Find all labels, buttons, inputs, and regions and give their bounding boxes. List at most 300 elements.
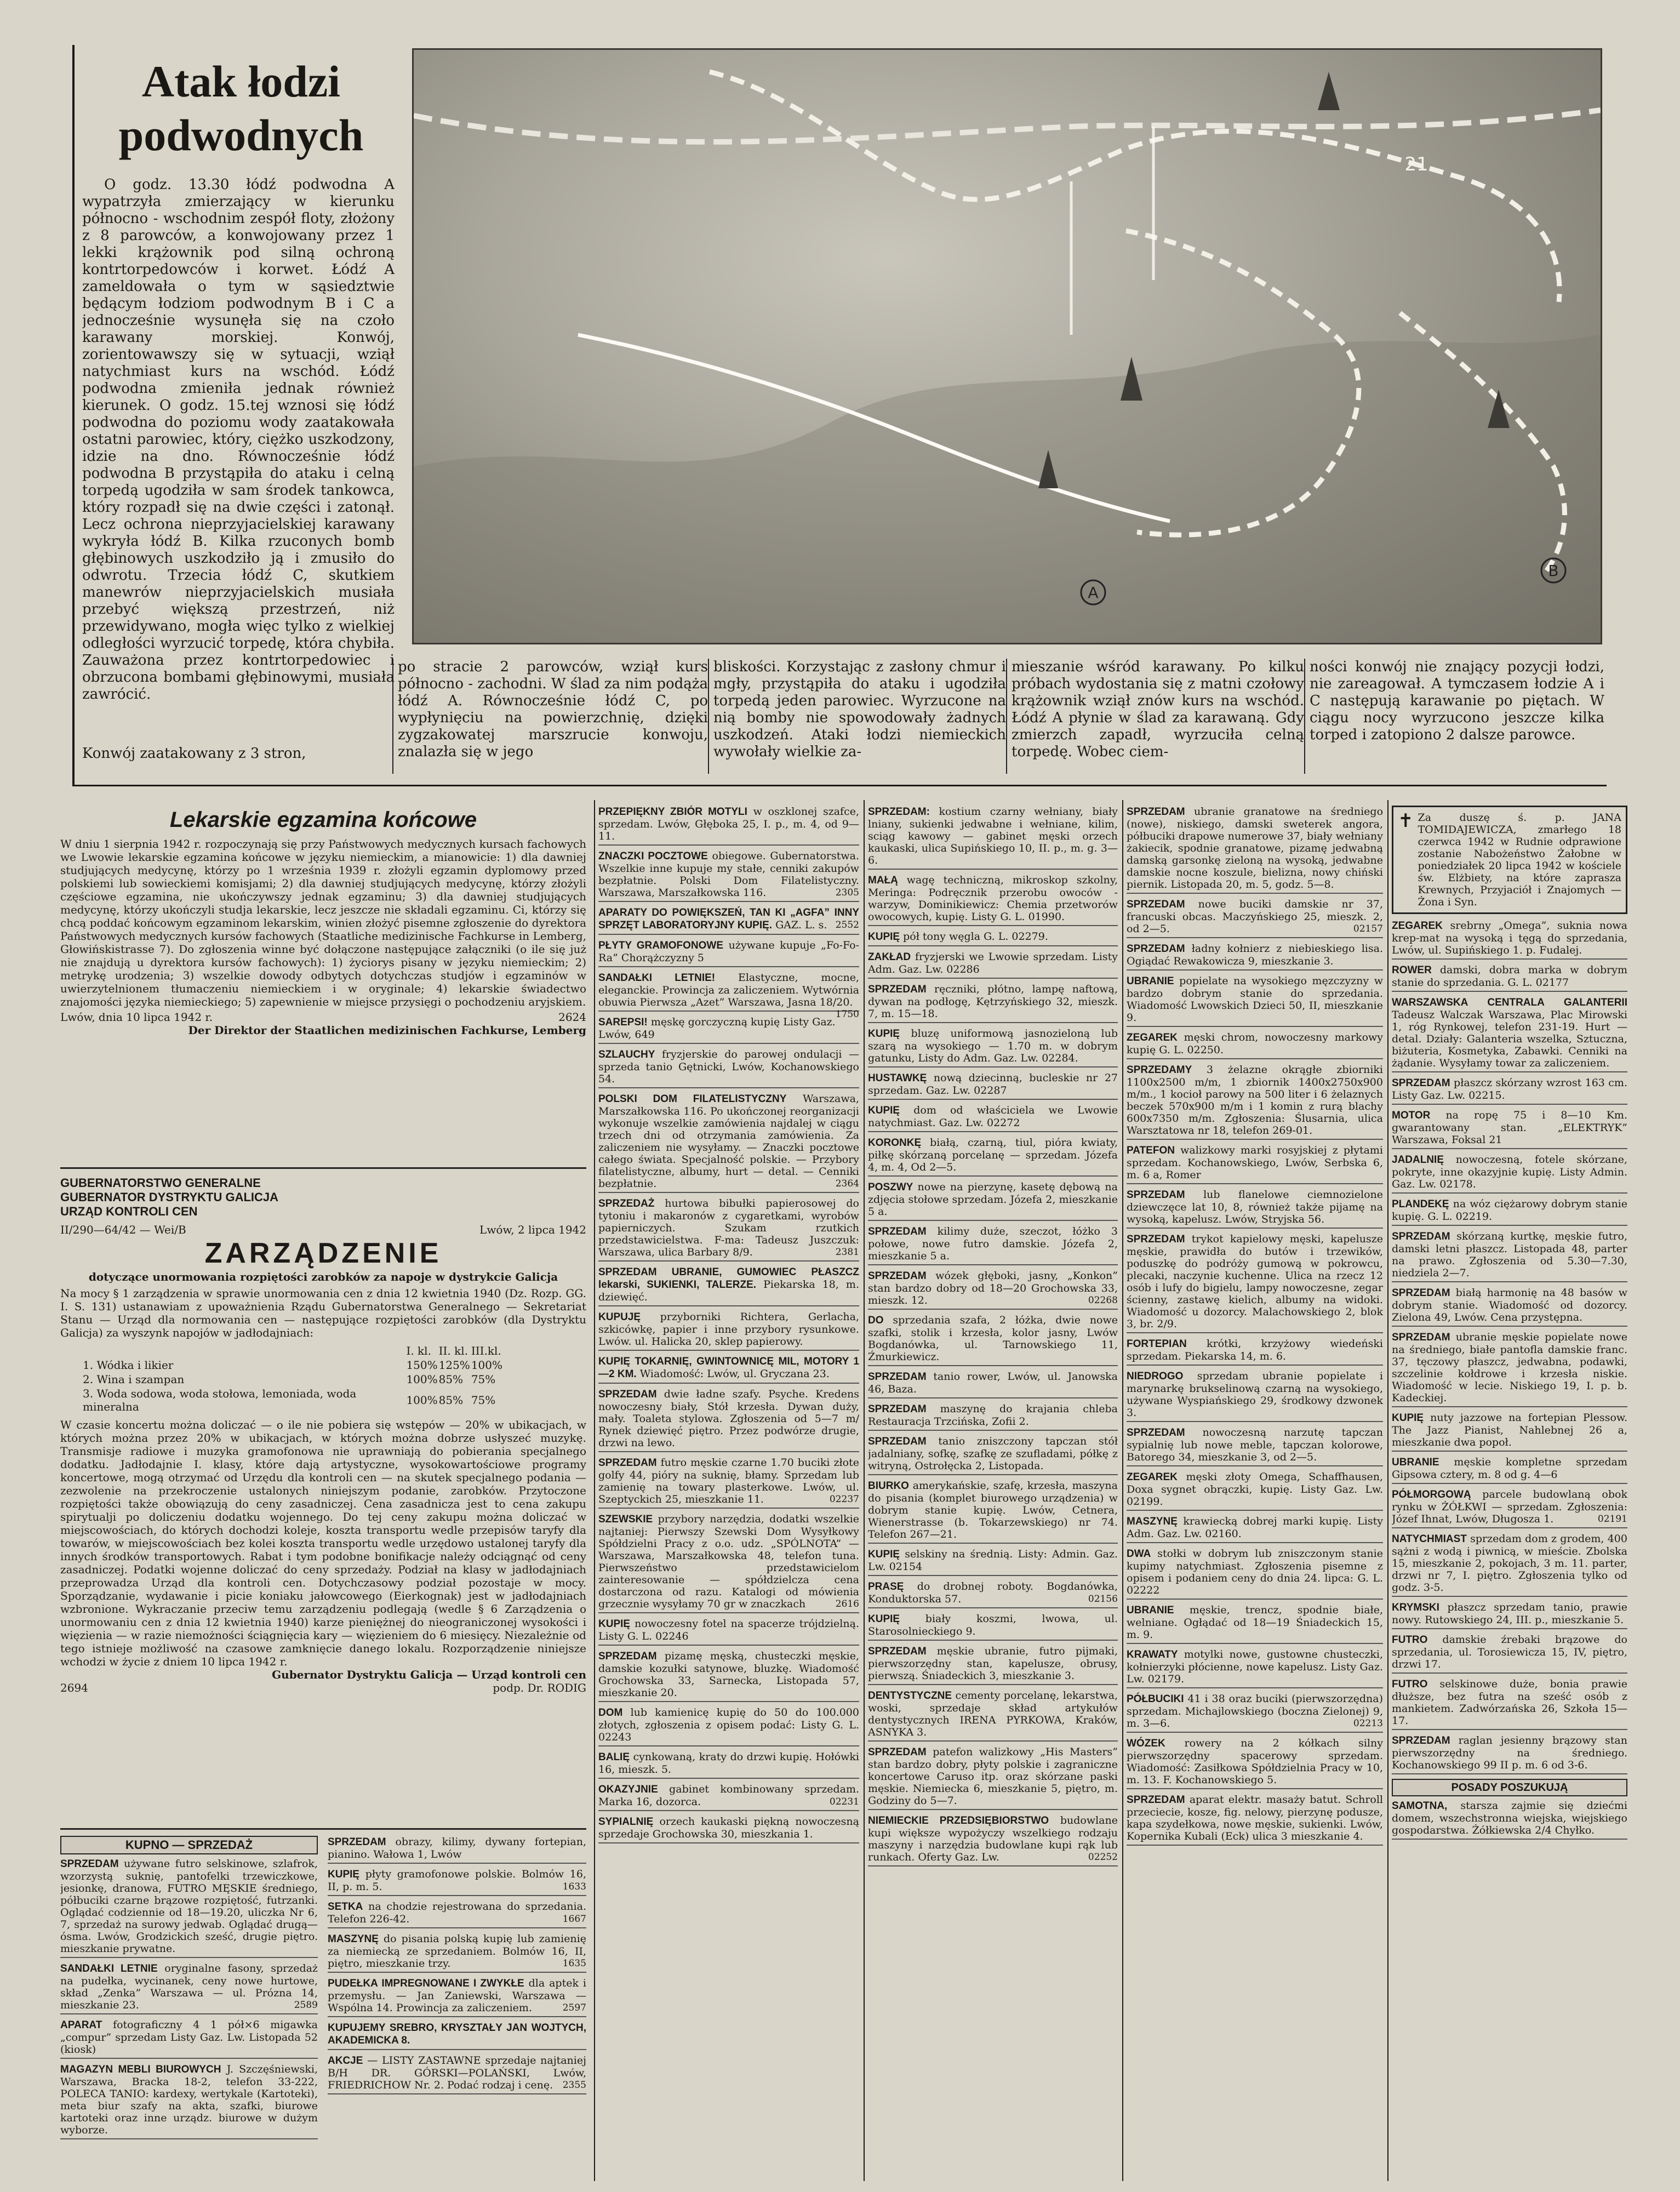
map-label-b: B xyxy=(1548,562,1559,580)
classified-ad-text: męski złoty Omega, Schaffhausen, Doxa sygnet obrączki, kupię. Listy Gaz. Lw. 02199. xyxy=(1127,1471,1383,1508)
map-label-a: A xyxy=(1088,584,1099,602)
zarz-table-head xyxy=(82,1344,503,1358)
classified-ad-num: 02191 xyxy=(1597,1514,1627,1525)
classified-ad-text: sprzedania szafa, 2 łóżka, dwie nowe szafki, stolik i krzesła, kolor jasny, Lwów Bogdanówka, ul. Tarnowskiego 11, Źmurkiewicz. xyxy=(868,1314,1118,1363)
classified-ad xyxy=(868,1072,1118,1100)
classified-ad xyxy=(1127,1794,1383,1846)
classified-ad-text: amerykańskie, szafę, krzesła, maszyna do pisania (komplet biurowego urządzenia) w dobrym stanie kupię. Lwów, Cetnera, Wienerstrasse (b. Tokarzewskiego) nr 74. Telefon 267—21. xyxy=(868,1480,1118,1540)
classified-ad xyxy=(1127,1548,1383,1600)
classified-ad xyxy=(328,1868,586,1896)
classified-ad-text: na wóz ciężarowy dobrym stanie kupię. G. L. 02219. xyxy=(1392,1198,1627,1223)
col-c xyxy=(598,806,859,2181)
classified-ad-head: WÓZEK xyxy=(1127,1738,1165,1749)
col-d-list xyxy=(868,806,1118,1866)
classified-ad xyxy=(868,1548,1118,1576)
classified-ad-text: pół tony węgla G. L. 02279. xyxy=(903,931,1048,943)
classified-ad-text: damskie źrebaki brązowe do sprzedania, ul. Torosiewicza 15, IV, piętro, drzwi 17. xyxy=(1392,1634,1627,1670)
classified-ad-text: damski, dobra marka w dobrym stanie do sprzedania. G. L. 02177 xyxy=(1392,964,1627,989)
zarz-th-1: I. kl. xyxy=(406,1344,431,1357)
classified-ad-head: PŁYTY GRAMOFONOWE xyxy=(598,940,724,951)
classified-ad-head: KUPIĘ xyxy=(598,1618,631,1630)
classified-ad-text: nową dziecinną, bucleskie nr 27 sprzedam. Gaz. Lw. 02287 xyxy=(868,1072,1118,1097)
classified-ad xyxy=(1127,1426,1383,1466)
lekarskie-signature: Der Direktor der Staatlichen medizinischen Fachkurse, Lemberg xyxy=(188,1024,586,1037)
article-col-4 xyxy=(1006,659,1304,774)
classified-ad-head: SZLAUCHY xyxy=(598,1049,655,1060)
classified-ad xyxy=(868,951,1118,979)
classified-ad-head: KUPIĘ xyxy=(868,1549,900,1560)
col-b xyxy=(328,1836,586,2181)
classified-ad-head: MAGAZYN MEBLI BIUROWYCH xyxy=(60,2064,221,2075)
classified-ad xyxy=(598,1706,859,1746)
classified-ad-head: NIEMIECKIE PRZEDSIĘBIORSTWO xyxy=(868,1815,1049,1826)
lekarskie-title: Lekarskie egzamina końcowe xyxy=(169,808,477,832)
classified-ad xyxy=(1127,1370,1383,1422)
classified-ad-head: HUSTAWKĘ xyxy=(868,1072,927,1084)
article-col-4-text: mieszanie wśród karawany. Po kilku próbach wydostania się z matni czołowy krążownik wziął znów kurs na wschód. Łódź A płynie w ślad za karawaną. Gdy zmierzch zapadł, wyrzuciła celną torpedę. Wobec ciem- xyxy=(1012,659,1304,760)
classified-ad xyxy=(868,983,1118,1023)
classified-ad xyxy=(868,1137,1118,1177)
classified-ad xyxy=(1127,1338,1383,1366)
classified-ad xyxy=(1392,1634,1627,1674)
classified-ad-head: PUDEŁKA IMPREGNOWANE I ZWYKŁE xyxy=(328,1978,524,1989)
classified-ad-head: SPRZEDAM xyxy=(1127,943,1185,955)
table-row xyxy=(82,1358,503,1372)
classified-ad-head: SANDAŁKI LETNIE xyxy=(60,1963,158,1974)
classified-ad xyxy=(328,1977,586,2017)
classified-ad-text: tanio rower, Lwów, ul. Janowska 46, Baza. xyxy=(868,1371,1118,1395)
classified-ad xyxy=(868,1580,1118,1608)
zarz-refline xyxy=(60,1223,586,1236)
classified-ad-head: KRAWATY xyxy=(1127,1649,1178,1660)
zarz-cell: 100% xyxy=(471,1358,502,1372)
classified-ad-text: pizamę męską, chusteczki męskie, damskie kozułki satynowe, bluzkę. Wiadomość Grochowska 33, Sarnecka, Listopada 57, mieszkanie 20. xyxy=(598,1650,859,1699)
classified-ad xyxy=(868,1746,1118,1810)
article-col-2 xyxy=(392,659,708,774)
classified-ad-text: selskinowe duże, bonia prawie dłuższe, bez futra na sześć osób z mankietem. Zadwórzańska 26, Szkoła 15—17. xyxy=(1392,1678,1627,1727)
col-e-list xyxy=(1127,806,1383,1846)
classified-ad-head: SPRZEDAM xyxy=(1392,1077,1450,1089)
classified-ad-text: krótki, krzyżowy wiedeński sprzedam. Piekarska 14, m. 6. xyxy=(1127,1338,1383,1362)
classified-ad xyxy=(1127,1031,1383,1059)
classified-ad-head: NIEDROGO xyxy=(1127,1371,1184,1382)
classified-ad-text: nowe buciki damskie nr 37, francuski obcas. Maczyńskiego 25, mieszk. 2, od 2—5. xyxy=(1127,898,1383,935)
classified-ad xyxy=(868,1104,1118,1132)
classified-ad-text: Tadeusz Walczak Warszawa, Plac Mirowski 1, róg Rynkowej, telefon 231-19. Hurt — detal. Działy: Galanteria wszelka, Sztuczna, biżuteria, Kosmetyka, Zabawki. Cenniki na żądanie. Wysyłamy towar za zaliczeniem. xyxy=(1392,1009,1627,1069)
classified-ad-head: PRZEPIĘKNY ZBIÓR MOTYLI xyxy=(598,806,747,818)
classified-ad-head: DWA xyxy=(1127,1548,1151,1560)
obituary xyxy=(1392,806,1627,914)
col-e xyxy=(1127,806,1383,2181)
classified-ad xyxy=(1392,996,1627,1072)
classified-ad-text: dwie ładne szafy. Psyche. Kredens nowoczesny biały, Stół krzesła. Dywan duży, mały. Toaleta stylowa. Zgłoszenia od 5—7 m/ Rynek dziewięć piętro. Przez podwórze drugie, drzwi na lewo. xyxy=(598,1388,859,1449)
classified-ad xyxy=(1127,1064,1383,1140)
table-row xyxy=(82,1386,503,1414)
classified-ad-text: nowoczesną, fotele skórzane, pokryte, inne okazyjnie kupię. Listy Admin. Gaz. Lw. 02178. xyxy=(1392,1154,1627,1190)
classified-ad xyxy=(868,931,1118,946)
classified-ad xyxy=(868,1480,1118,1544)
classified-ad-head: MAŁĄ xyxy=(868,875,898,886)
col-d xyxy=(868,806,1118,2181)
classified-ad xyxy=(868,1270,1118,1310)
classified-ad-num: 1633 xyxy=(562,1881,586,1892)
classified-ad xyxy=(328,2022,586,2050)
classified-ad-text: cementy porcelanę, lekarstwa, woski, sprzedaje skład artykułów dentystycznych IRENA PYRKOWA, Kraków, ASNYKA 3. xyxy=(868,1689,1118,1738)
classified-ad-head: SPRZEDAM xyxy=(868,1270,927,1282)
article-bottom-rule xyxy=(72,785,1607,786)
classified-ad-head: FORTEPIAN xyxy=(1127,1338,1187,1350)
classified-ad-text: tanio zniszczony tapczan stół jadalniany, sofkę, szafkę ze szufladami, półkę z witryną, Ostrołęcka 2, Listopada. xyxy=(868,1435,1118,1472)
classified-ad-head: SETKA xyxy=(328,1901,363,1913)
classified-ad xyxy=(598,1355,859,1384)
classified-ad-head: SPRZEDAM xyxy=(1127,1189,1185,1201)
classified-ad-head: SPRZEDAM xyxy=(60,1858,119,1870)
article-col-2-text: po stracie 2 parowców, wziął kurs północno - zachodni. W ślad za nim podąża łódź A. Równocześnie łódź C, po wypłynięciu na powierzchnię, dzięki zygzakowatej marszrucie konwoju, znalazła się w jego xyxy=(398,659,708,760)
classified-ad-head: PLANDEKĘ xyxy=(1392,1198,1449,1210)
classified-ad-head: SPRZEDAM xyxy=(1127,899,1185,910)
kupno-list xyxy=(60,1858,318,2139)
classified-ad-num: 2552 xyxy=(835,920,859,931)
classified-ad xyxy=(1392,920,1627,960)
classified-ad-num: 2589 xyxy=(294,2000,318,2011)
classified-ad-text: wózek głęboki, jasny, „Konkon” stan bardzo dobry od 18—20 Grochowska 33, mieszk. 12. xyxy=(868,1270,1118,1306)
obituary-text: Za duszę ś. p. JANA TOMIDAJEWICZA, zmarłego 18 czerwca 1942 w Rudnie odprawione zostanie Nabożeństwo Żałobne w poniedziałek 20 lipca 1942 w kościele św. Elżbiety, na które zaprasza Krewnych, Przyjaciół i Znajomych — Żona i Syn. xyxy=(1418,812,1621,908)
classified-ad-num: 02252 xyxy=(1088,1852,1118,1863)
classified-ad xyxy=(1392,1230,1627,1282)
zarz-cell: 75% xyxy=(471,1373,496,1386)
classified-ad-text: nowoczesny fotel na spacerze trójdzielną. Listy G. L. 02246 xyxy=(598,1618,859,1642)
classified-ad-text: nowoczesną narzutę tapczan sypialnię lub nowe meble, tapczan kolorowe, Batorego 34, mieszkanie 3, od 2—5. xyxy=(1127,1426,1383,1463)
classified-ad-head: WARSZAWSKA CENTRALA GALANTERII xyxy=(1392,997,1627,1008)
classified-ad-head: SAREPSI! xyxy=(598,1017,648,1028)
classified-ad-text: Elastyczne, mocne, eleganckie. Prowincja za zaliczeniem. Wytwórnia obuwia Pierwsza „Azet” Warszawa, Jasna 18/20. xyxy=(598,972,859,1008)
classified-ad xyxy=(598,1388,859,1452)
classified-ad xyxy=(598,1311,859,1351)
classified-ad-head: KUPIĘ xyxy=(868,931,900,943)
classified-ad-text: krawiecką dobrej marki kupię. Listy Adm. Gaz. Lw. 02160. xyxy=(1127,1515,1383,1540)
classified-ad-head: SPRZEDAM xyxy=(1392,1332,1450,1343)
classified-ad xyxy=(1392,1154,1627,1194)
classified-ad xyxy=(1392,1109,1627,1149)
lekarskie-place-date: Lwów, dnia 10 lipca 1942 r. xyxy=(60,1011,213,1024)
classified-ad-head: SPRZEDAM xyxy=(868,1646,927,1657)
col-b-list xyxy=(328,1836,586,2094)
article-lead-body: O godz. 13.30 łódź podwodna A wypatrzyła zmierzający w kierunku północno - wschodnim zespół floty, złożony z 8 parowców, a konwojowany przez 1 lekki krążownik pod silną ochroną kontrtorpedowców i korwet. Łódź A zameldowała o tym w sąsiedztwie będącym łodziom podwodnym B i C a jednocześnie wysunęła się na czoło karawany morskiej. Konwój, zorientowawszy się w sytuacji, wziął natychmiast kurs na wschód. Łódź podwodna zmieniła jednak również kierunek. O godz. 15.tej wznosi się łódź podwodna do poziomu wody zaatakowała ostatni parowiec, który, ciężko uszkodzony, idzie na dno. Równocześnie łódź podwodna B przystąpiła do ataku i celną torpedą ugodziła w sam środek tankowca, który rozpadł się na dwie części i zatonął. Lecz ochrona nieprzyjacielskiej karawany wykryła łódź B. Kilka rzuconych bomb głębinowych uszkodziło ją i zmusiło do odwrotu. Trzecia łódź C, skutkiem manewrów nieprzyjacielskich musiała przebyć większą przestrzeń, niż przewidywano, mogła więc tylko z wielkiej odległości wyrzucić torpedę, która chybiła. Zauważona przez kontrtorpedowiec i obrzucona bombami głębinowymi, musiała zawrócić. xyxy=(82,176,395,703)
classified-ad xyxy=(868,1371,1118,1398)
classified-ad xyxy=(1392,1488,1627,1528)
classified-ad xyxy=(1127,1233,1383,1333)
classified-ad-head: SPRZEDAM xyxy=(1392,1287,1450,1299)
classified-ad-num: 02213 xyxy=(1353,1718,1383,1729)
article-headline xyxy=(82,55,400,170)
classified-ad xyxy=(1392,1287,1627,1327)
classified-ad xyxy=(868,1689,1118,1742)
classified-ad-text: ubranie męskie popielate nowe na średniego, białe pantofla damskie franc. 37, tęczowy płaszcz, jedwabna, podawki, szczelinie kołdrowe i krzesła niskie. Wiadomość w lecie. Niskiego 19, I. p. b. Kadeckiej. xyxy=(1392,1331,1627,1404)
classified-ad-head: ZEGAREK xyxy=(1127,1471,1178,1483)
classified-ad-head: SPRZEDAM UBRANIE, GUMOWIEC PŁASZCZ lekarski, SUKIENKI, TALERZE. xyxy=(598,1266,859,1291)
classified-ad-text: parcele budowlaną obok rynku w ŻÓŁKWI — sprzedam. Zgłoszenia: Józef Ihnat, Lwów, Długosza 1. xyxy=(1392,1488,1627,1525)
classified-ad-head: ROWER xyxy=(1392,964,1432,976)
classified-ad xyxy=(598,1751,859,1779)
table-row xyxy=(82,1372,503,1386)
classified-ad-text: stołki w dobrym lub zniszczonym stanie kupimy natychmiast. Zgłoszenia pisemne z opisem i podaniem ceny do dnia 24. lipca: G. L. 02222 xyxy=(1127,1548,1383,1596)
classified-ad-head: SPRZEDAM xyxy=(1127,1794,1185,1806)
classified-ad xyxy=(1392,1412,1627,1452)
classified-ad-head: ZEGAREK xyxy=(1127,1032,1178,1043)
classified-ad-head: BALIĘ xyxy=(598,1751,630,1763)
classified-ad xyxy=(868,1403,1118,1431)
classified-ad xyxy=(1392,1601,1627,1629)
classified-ad xyxy=(598,1816,859,1843)
convoy-map-svg xyxy=(414,50,1601,643)
classified-ad-text: męskę gorczyczną kupię Listy Gaz. Lwów, 649 xyxy=(598,1016,836,1041)
classified-ad-text: maszynę do krajania chleba Restauracja Trzcińska, Zofii 2. xyxy=(868,1403,1118,1428)
classified-ad-text: nowe na pierzynę, kasetę dębową na zdjęcia stołowe sprzedam. Józefa 2, mieszkanie 5 a. xyxy=(868,1181,1118,1218)
classified-ad-text: płaszcz skórzany wzrost 163 cm. Listy Gaz. Lw. 02215. xyxy=(1392,1077,1627,1101)
classified-ad-text: raglan jesienny brązowy stan pierwszorzędny na średniego. Kochanowskiego 99 II p. m. 6 od 3-6. xyxy=(1392,1734,1627,1771)
classified-ad xyxy=(598,972,859,1020)
convoy-map-image xyxy=(412,48,1602,644)
classified-ad-head: SPRZEDAM xyxy=(1392,1231,1450,1242)
classified-ad xyxy=(598,1783,859,1811)
zarz-cell: 3. Woda sodowa, woda stołowa, lemoniada, woda mineralna xyxy=(83,1387,357,1413)
classified-ad-head: SPRZEDAM xyxy=(868,984,927,995)
classified-ad-head: MASZYNĘ xyxy=(1127,1516,1178,1527)
classified-ad-num: 02268 xyxy=(1088,1295,1118,1306)
classified-ad-head: ZAKŁAD xyxy=(868,951,911,963)
classified-ad xyxy=(60,2019,318,2059)
classified-ad-text: patefon walizkowy „His Masters” stan bardzo dobry, płyty polskie i zagraniczne koncertowe Caruso itp. oraz skórzane paski męskie. Niemiecka 6, mieszkanie 5, piętro, m. Godziny do 5—7. xyxy=(868,1746,1118,1807)
classified-ad xyxy=(598,850,859,902)
classified-ad-text: ubranie granatowe na średniego (nowe), niskiego, damski sweterek angora, półbuciki drapowe numerowe 37, biały wełniany żakiecik, spodnie granatowe, pizamę jedwabną damską garsonkę zieloną na wysoką, jedwabne damskie nocne koszule, bielizna, nowy chiński piernik. Listopada 20, m. 5, godz. 5—8. xyxy=(1127,806,1383,891)
classified-ad xyxy=(598,1457,859,1509)
classified-ad-text: 3 żelazne okrągłe zbiorniki 1100x2500 m/m, 1 zbiornik 1400x2750x900 m/m., 1 kocioł parowy na 500 liter i 6 żelaznych beczek 570x900 m/m i 1 komin z rurą blachy 600x7350 m/m. Zgłoszenia: Ślusarnia, ulica Warsztatowa nr 18, telefon 269-01. xyxy=(1127,1064,1383,1137)
classified-ad-head: NATYCHMIAST xyxy=(1392,1533,1467,1545)
classified-ad xyxy=(60,2063,318,2139)
classified-ad xyxy=(1392,1678,1627,1730)
zarz-intro: Na mocy § 1 zarządzenia w sprawie unormowania cen z dnia 12 kwietnia 1940 (Dz. Rozp. GG. I. S. 131) ustanawiam z upoważnienia Rządu Gubernatorstwa Generalnego — Sekretariat Stanu — Urząd dla normowania cen — następujące rozpiętości zarobków (dla Dystryktu Galicja) za wyszynk napojów w jadłodajniach: xyxy=(60,1287,586,1339)
classified-ad-text: Wiadomość: Lwów, ul. Gryczana 23. xyxy=(639,1368,830,1380)
classified-ad-text: fryzjerskie do parowej ondulacji — sprzeda tanio Gętnicki, Lwów, Kochanowskiego 54. xyxy=(598,1048,859,1085)
zarz-cell: 1. Wódka i likier xyxy=(83,1358,174,1372)
classified-ad-head: KORONKĘ xyxy=(868,1137,922,1149)
classified-ad-text: sprzedam dom z grodem, 400 sążni z wodą i piwnicą, w mieście. Zbolska 15, mieszkanie 2, pokojach, 3 m. 11. parter, drzwi nr 7, I. piętro. Zgłoszenia tylko od godz. 3-5. xyxy=(1392,1533,1627,1594)
classified-ad-text: na chodzie rejestrowana do sprzedania. Telefon 226-42. xyxy=(328,1900,586,1925)
classified-ad-num: 2355 xyxy=(562,2080,586,2091)
classified-ad-num: 2597 xyxy=(562,2002,586,2013)
classified-ad-head: SYPIALNIĘ xyxy=(598,1816,654,1828)
classified-ad-head: SPRZEDAM xyxy=(868,1746,927,1758)
article-col-5-text: ności konwój nie znający pozycji łodzi, nie zareagował. A tymczasem łodzie A i C następują karawanie po piętach. W ciągu nocy wyrzucono jeszcze kilka torped i zatopiono 2 dalsze parowce. xyxy=(1310,659,1604,743)
classified-ad xyxy=(1127,1693,1383,1733)
classified-ad-text: lub flanelowe ciemnozielone dziewczęce lat 10, 8, również także pijamę na wysoką, kapelusz. Lwów, Stryjska 56. xyxy=(1127,1189,1383,1225)
zarz-cell: 125% xyxy=(438,1358,470,1372)
classified-ad xyxy=(1127,1144,1383,1184)
classified-ad-head: KUPIĘ xyxy=(868,1028,900,1040)
classified-ad-text: białą harmonię na 48 basów w dobrym stanie. Wiadomość od dozorcy. Zielona 49, Lwów. Cena przystępna. xyxy=(1392,1287,1627,1323)
classified-ad-head: KUPIĘ TOKARNIĘ, GWINTOWNICĘ MIL, MOTORY 1—2 KM. xyxy=(598,1356,859,1380)
zarz-org3: URZĄD KONTROLI CEN xyxy=(60,1205,198,1218)
classified-ad xyxy=(1127,1515,1383,1543)
zarz-footer xyxy=(60,1681,586,1694)
classified-ad xyxy=(598,1048,859,1088)
classified-ad xyxy=(598,939,859,967)
classified-ad-head: SPRZEDAM: xyxy=(868,806,930,818)
classified-ad xyxy=(598,1266,859,1306)
classified-ad xyxy=(598,1093,859,1193)
classified-ad xyxy=(598,1197,859,1261)
zarz-cell: 100% xyxy=(406,1394,438,1407)
zarz-rates-table xyxy=(82,1344,503,1414)
classified-ad xyxy=(1392,1734,1627,1774)
zarz-th-3: III.kl. xyxy=(471,1344,501,1357)
classified-ad-num: 02156 xyxy=(1088,1594,1118,1605)
posady-ad xyxy=(1392,1800,1627,1840)
classified-ad xyxy=(1392,964,1627,992)
classified-ad-head: PÓŁBUCIKI xyxy=(1127,1693,1184,1705)
classified-ad xyxy=(328,1900,586,1928)
classified-ad-head: SPRZEDAM xyxy=(1127,1427,1185,1438)
article-lead-text xyxy=(82,176,395,730)
classified-ad-text: oryginalne fasony, sprzedaż na pudełka, wycinanek, ceny nowe hurtowe, skład „Zenka” Warszawa — ul. Prózna 14, mieszkanie 23. xyxy=(60,1962,318,2011)
classified-ad-text: rowery na 2 kółkach silny pierwszorzędny spacerowy sprzedam. Wiadomość: Zasiłkowa Spółdzielnia Pracy w 10, m. 13. F. Kochanowskiego 5. xyxy=(1127,1737,1383,1786)
classified-ad-text: — LISTY ZASTAWNE sprzedaje najtaniej B/H DR. GÓRSKI—POLAŃSKI, Lwów, FRIEDRICHOW Nr. 2. Podać rodzaj i cenę. xyxy=(328,2054,586,2091)
zarz-date: Lwów, 2 lipca 1942 xyxy=(479,1223,586,1236)
posady-header: POSADY POSZUKUJĄ xyxy=(1392,1779,1627,1796)
classified-ad-text: do drobnej roboty. Bogdanówka, Konduktorska 57. xyxy=(868,1580,1118,1605)
classified-ad-head: KUPIĘ xyxy=(868,1613,900,1625)
classified-ad-text: męskie, trencz, spodnie białe, welniane. Ogłądać od 18—19 Śniadeckich 15, m. 9. xyxy=(1127,1604,1383,1641)
classified-ad-text: bluzę uniformową jasnozieloną lub szarą na wysokiego — 1.70 m. w dobrym gatunku, Listy do Adm. Gaz. Lw. 02284. xyxy=(868,1028,1118,1064)
classified-ad-text: używane futro selskinowe, szlafrok, wzorzystą suknię, pantofelki trzewiczkowe, jesionkę, dranowa, FUTRO MĘSKIE średniego, półbuciki czarne brązowe rozpiętość, futrzanki. Oglądać codziennie od 18—19.20, uliczka Nr 6, 7, sprzedaż na surowy jedwab. Oglądać drugą—ósma. Lwów, Grodzickich sześć, drugie piętro. mieszkanie prywatne. xyxy=(60,1858,318,1955)
zarz-cell: 75% xyxy=(471,1394,496,1407)
zarz-th-2: II. kl. xyxy=(438,1344,468,1357)
article-col-3-text: bliskości. Korzystając z zasłony chmur i mgły, przystąpiła do ataku i ugodziła torpedą jeden parowiec. Wyrzucone na nią bomby nie spowodowały żadnych uszkodzeń. Ataki łodzi niemieckich wywołały wielkie za- xyxy=(713,659,1006,760)
classified-ad xyxy=(598,906,859,935)
classified-ad-head: FUTRO xyxy=(1392,1634,1428,1646)
classified-ad-text: w oszklonej szafce, sprzedam. Lwów, Głęboka 25, I. p., m. 4, od 9—11. xyxy=(598,806,859,842)
classified-ad-text: motylki nowe, gustowne chusteczki, kołnierzyki płócienne, nowe kapelusz. Listy Gaz. Lw. 02179. xyxy=(1127,1648,1383,1685)
zarz-org1: GUBERNATORSTWO GENERALNE xyxy=(60,1176,261,1190)
classified-ad xyxy=(1127,975,1383,1027)
classified-ad xyxy=(868,1314,1118,1366)
classified-ad-text: gabinet kombinowany sprzedam. Marka 16, dozorca. xyxy=(598,1783,859,1808)
headline-line1: Atak łodzi xyxy=(141,56,341,106)
classified-ad-head: JADALNIĘ xyxy=(1392,1154,1444,1166)
classified-ad-text: obiegowe. Gubernatorstwa. Wszelkie inne kupuje my stałe, cenniki zakupów bezpłatnie. Polski Dom Filatelistyczny. Warszawa, Marszałkowska 116. xyxy=(598,850,859,899)
classified-ad-text: ręczniki, płótno, lampę naftową, dywan na podłogę, Kętrzyńskiego 32, mieszk. 7, m. 15—18. xyxy=(868,983,1118,1020)
classified-ad-text: kostium czarny wełniany, biały lniany, sukienki jedwabne i wełniane, kilim, sciąg kawowy — gabinet męski orzech kaukaski, ulica Supińskiego 10, II. p., m. g. 3—6. xyxy=(868,806,1118,866)
article-left-rule xyxy=(72,45,75,785)
classified-ad-head: FUTRO xyxy=(1392,1679,1428,1690)
classified-ad xyxy=(868,1814,1118,1866)
classified-ad-text: ładny kołnierz z niebieskiego lisa. Ogiądać Rewakowicza 9, mieszkanie 3. xyxy=(1127,943,1383,967)
classified-ad-head: DOM xyxy=(598,1707,623,1719)
classified-ad-head: ZEGAREK xyxy=(1392,920,1443,932)
classified-ad xyxy=(1392,1077,1627,1105)
zarz-cell: 85% xyxy=(438,1373,464,1386)
classified-ad-text: biały koszmi, lwowa, ul. Starosolnieckiego 9. xyxy=(868,1613,1118,1637)
classified-ad xyxy=(598,1016,859,1044)
classified-ad xyxy=(598,1650,859,1702)
classified-ad-text: dla aptek i przemysłu. — Jan Zaniewski, Warszawa — Wspólna 14. Prowincja za zaliczeniem. xyxy=(328,1977,586,2014)
classified-ad-head: KRYMSKI xyxy=(1392,1602,1439,1613)
classified-ad xyxy=(60,1962,318,2014)
classified-ad-text: J. Szczęśniewski, Warszawa, Bracka 18-2, telefon 33-222, POLECA TANIO: kardexy, wertykale (Kartoteki), meta biur szafy na akta, szafki, biurowe kartoteki oraz inne urządz. biurowe w dużym wyborze. xyxy=(60,2063,318,2136)
classified-ad-num: 2381 xyxy=(835,1247,859,1258)
map-label-21: 21 xyxy=(1404,153,1428,175)
kupno-header: KUPNO — SPRZEDAŻ xyxy=(60,1836,318,1854)
classified-ad-text: płaszcz sprzedam tanio, prawie nowy. Rutowskiego 24, III. p., mieszkanie 5. xyxy=(1392,1601,1627,1626)
lekarskie-notice xyxy=(60,806,586,1169)
classified-ad-head: POSZWY xyxy=(868,1181,913,1193)
classified-ad-num: 02231 xyxy=(829,1796,859,1807)
classified-ad-text: używane kupuje „Fo-Fo-Ra” Chorążczyzny 5 xyxy=(598,939,859,964)
lekarskie-body: W dniu 1 sierpnia 1942 r. rozpoczynają się przy Państwowych medycznych kursach fachowych we Lwowie lekarskie egzamina końcowe w języku niemieckim, a mianowicie: 1) dla dawniej studjujących medycynę, którzy po 1 września 1939 r. złożyli egzamin dyplomowy przed polskiemi lub sowieckiemi komisjami; 2) dla dawniej studjujących medycynę, którzy złożyli częściowe egzamina, nie ukończywszy jednak egzaminu; 3) dla dawniej studjujących medycynę, którzy ukończyli studja lekarskie, lecz jeszcze nie składali egzaminu. Ci, którzy się chcą poddać końcowym egzaminom lekarskim, winien złożyć pisemne zgłoszenie do dyrektora Państwowych medycznych kursów fachowych (Staatliche medizinische Fachkurse in Lemberg, Głowińskistrasse 7). Do zgłoszenia winne być dołączone następujące załączniki (o ile się już nie znajdują u dyrektora kursów fachowych): 1) życiorys pisany w języku niemieckim; 2) metrykę urodzenia; 3) wszelkie dowody odbytych dotychczas studjów i egzaminów w uwierzytelnionem tłumaczeniu niemieckiem i w oryginale; 4) lekarskie świadectwo znajomości języka niemieckiego; 5) zapewnienie w miejsce przysięgi o pochodzeniu aryjskiem. xyxy=(60,837,586,1008)
classified-ad-text: lub kamienicę kupię do 50 do 100.000 złotych, zgłoszenia z opisem podać: Listy G. L. 02243 xyxy=(598,1706,859,1743)
classified-ad-num: 02237 xyxy=(829,1494,859,1505)
classified-ad xyxy=(1392,1198,1627,1226)
classified-ad-num: 2305 xyxy=(835,887,859,898)
classified-ad-text: walizkowy marki rosyjskiej z płytami sprzedam. Kochanowskiego, Lwów, Serbska 6, m. 6 a, Romer xyxy=(1127,1144,1383,1181)
classified-ad xyxy=(868,1613,1118,1641)
col-sep-1 xyxy=(594,800,595,2181)
classified-ad xyxy=(1127,1737,1383,1789)
classified-ad xyxy=(1392,1331,1627,1407)
col-sep-2 xyxy=(864,800,865,2181)
classified-ad-head: SPRZEDAM xyxy=(868,1436,927,1447)
classified-ad-head: PATEFON xyxy=(1127,1145,1175,1156)
col-sep-4 xyxy=(1387,800,1388,2181)
zarz-ref: II/290—64/42 — Wei/B xyxy=(60,1223,186,1236)
article-lead-end-text: Konwój zaatakowany z 3 stron, xyxy=(82,745,306,762)
col-sep-3 xyxy=(1122,800,1123,2181)
classified-ad-text: sprzedam ubranie popielate i marynarkę brukselinową czarną na wysokiego, używane Wyspiańskiego 29, środkowy dzwonek 3. xyxy=(1127,1370,1383,1419)
classified-ad-text: obrazy, kilimy, dywany fortepian, pianino. Wałowa 1, Lwów xyxy=(328,1836,586,1860)
classified-ad-text: męski chrom, nowoczesny markowy kupię G. L. 02250. xyxy=(1127,1031,1383,1056)
classified-ad xyxy=(328,1836,586,1864)
classified-ad xyxy=(868,1181,1118,1221)
classified-ad-text: męskie ubranie, futro pijmaki, pierwszorzędny stan, kapelusze, obrusy, pierwszą. Śniadeckich 3, mieszkanie 3. xyxy=(868,1645,1118,1682)
headline-line2: podwodnych xyxy=(118,110,364,160)
classified-ad xyxy=(598,1618,859,1646)
lekarskie-footer xyxy=(60,1011,586,1024)
zarz-signature2: podp. Dr. RODIG xyxy=(493,1681,586,1694)
classified-ad-text: cynkowaną, kraty do drzwi kupię. Hołówki 16, mieszk. 5. xyxy=(598,1751,859,1776)
classified-ad-text: popielate na wysokiego męzczyzny w bardzo dobrym stanie do sprzedania. Wiadomość Lwowskich Dzieci 50, II, mieszkanie 9. xyxy=(1127,975,1383,1024)
classified-ad xyxy=(868,874,1118,926)
classified-ad-text: kilimy duże, szeczot, łóżko 3 połowe, nowe futro damskie. Józefa 2, mieszkanie 5 a. xyxy=(868,1225,1118,1262)
classified-ad-text: męskie kompletne sprzedam Gipsowa cztery, m. 8 od g. 4—6 xyxy=(1392,1456,1627,1481)
zarz-header xyxy=(60,1176,586,1219)
zarz-num: 2694 xyxy=(60,1681,88,1694)
classified-ad-head: SPRZEDAMY xyxy=(1127,1064,1192,1076)
col-f xyxy=(1392,806,1627,2181)
classified-ad xyxy=(1127,943,1383,971)
classified-ad-text: Warszawa, Marszałkowska 116. Po ukończonej reorganizacji wykonuje wszelkie zamówienia najdalej w ciągu trzech dni od otrzymania zamówienia. Za zaliczeniem nie wysyłamy. — Znaczki pocztowe całego świata. Specjalność polskie. — Przybory filatelistyczne, albumy, hurt — detal. — Cenniki bezpłatnie. xyxy=(598,1093,859,1190)
classified-ad-head: PRASĘ xyxy=(868,1581,904,1592)
classified-ad-head: KUPIĘ xyxy=(1392,1412,1424,1424)
article-col-3 xyxy=(708,659,1006,774)
classified-ad-text: selskiny na średnią. Listy: Admin. Gaz. Lw. 02154 xyxy=(868,1548,1118,1573)
article-lead-end xyxy=(82,745,395,767)
cross-icon: ✝ xyxy=(1398,810,1414,832)
classified-ad-head: SZEWSKIE xyxy=(598,1514,653,1525)
classified-ad-text: budowlane kupi większe wypożyczy wszelkiego rodzaju maszyny i narzędzia budowlane kupi rąk lub runkach. Oferty Gaz. Lw. xyxy=(868,1814,1118,1863)
classified-ad xyxy=(598,1513,859,1613)
zarz-cell: 2. Wina i szampan xyxy=(83,1373,185,1386)
classified-ad-head: SPRZEDAM xyxy=(1392,1735,1450,1746)
